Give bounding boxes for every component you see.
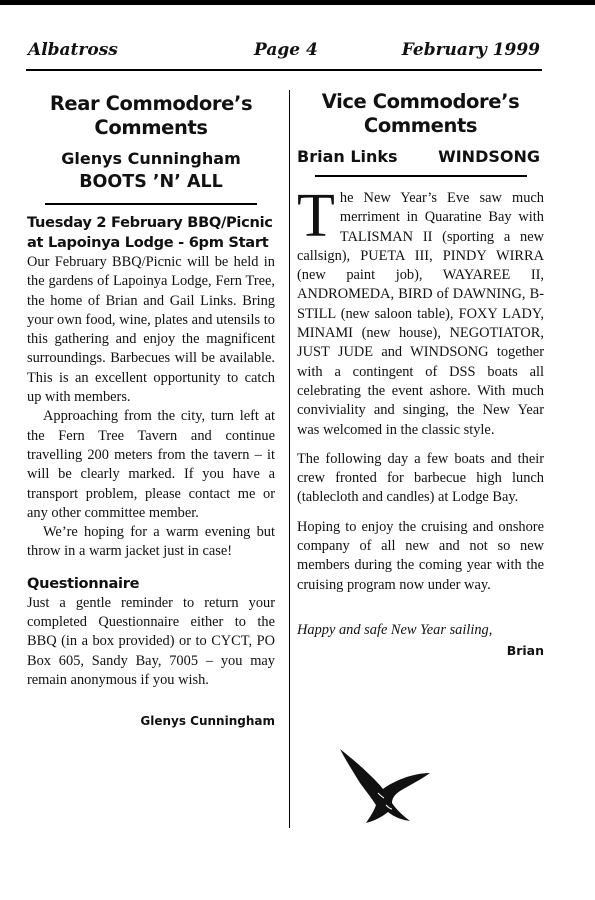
directions-paragraph: Approaching from the city, turn left at the Fern Tree Tavern and continue travelling 200 meters from the tavern – it will be clearly marked. If you have a transport problem, please contact me or any other committee member. — [27, 408, 275, 521]
weather-paragraph: We’re hoping for a warm evening but throw in a warm jacket just in case! — [27, 524, 275, 560]
vice-commodore-column — [297, 90, 544, 661]
header-rule — [26, 69, 542, 71]
bbq-paragraph: Our February BBQ/Picnic will be held in the gardens of Lapoinya Lodge, Fern Tree, the home of Brian and Gail Links. Bring your own food, wine, plates and utensils to this gathering and enjoy the magnificent surroundings. Barbecues will be available. This is an excellent opportunity to catch up with members. — [27, 254, 275, 406]
boat-name: BOOTS ’N’ ALL — [79, 172, 223, 192]
heading-line: Tuesday 2 February BBQ/Picnic — [27, 214, 273, 231]
cruising-paragraph: Hoping to enjoy the cruising and onshore company of all new and not so new members during the coming year with the cruising program now under way. — [297, 518, 544, 593]
title-line: Comments — [363, 114, 478, 137]
boat-name: WINDSONG — [438, 147, 540, 166]
title-line: Rear Commodore’s — [49, 92, 253, 115]
page-number: Page 4 — [254, 40, 318, 60]
author-name: Glenys Cunningham — [61, 149, 241, 168]
paragraph-text: he New Year’s Eve saw much merriment in Quaratine Bay with TALISMAN II (sporting a new callsign), PUETA III, PINDY WIRRA (new paint job), WAYAREE II, ANDROMEDA, BIRD of DAWNING, B-STILL (new saloon table), FOXY LADY, MINAMI (new house), NEGOTIATOR, JUST JUDE and WINDSONG together with a contingent of DSS boats all celebrating the event ashore. With much conviviality and singing, the New Year was welcomed in the classic style. — [297, 190, 544, 438]
new-years-paragraph — [297, 182, 544, 440]
issue-date: February 1999 — [401, 40, 540, 60]
rear-commodore-column — [27, 92, 275, 732]
page-header — [26, 38, 542, 68]
closing-line: Happy and safe New Year sailing, — [297, 621, 493, 638]
column-title — [297, 90, 544, 138]
lunch-paragraph: The following day a few boats and their crew fronted for barbecue high lunch (tablecloth and candles) at Lodge Bay. — [297, 450, 544, 506]
bbq-heading — [27, 213, 275, 253]
title-line: Vice Commodore’s — [321, 90, 520, 113]
title-line: Comments — [94, 116, 208, 139]
signature: Glenys Cunningham — [140, 714, 275, 729]
signature: Brian — [506, 643, 544, 659]
albatross-icon — [336, 745, 432, 827]
section-rule — [45, 203, 257, 205]
questionnaire-heading: Questionnaire — [27, 574, 140, 592]
top-border — [0, 0, 595, 5]
column-title — [27, 92, 275, 140]
heading-line: at Lapoinya Lodge - 6pm Start — [27, 234, 269, 251]
author-name: Brian Links — [297, 147, 398, 166]
drop-cap: T — [297, 182, 335, 250]
author-line — [297, 146, 544, 168]
column-divider — [289, 90, 290, 828]
section-rule — [315, 175, 527, 177]
questionnaire-paragraph: Just a gentle reminder to return your completed Questionnaire either to the BBQ (in a box provided) or to CYCT, PO Box 605, Sandy Bay, 7005 – you may remain anonymous if you wish. — [27, 594, 275, 688]
newsletter-name: Albatross — [28, 40, 118, 60]
